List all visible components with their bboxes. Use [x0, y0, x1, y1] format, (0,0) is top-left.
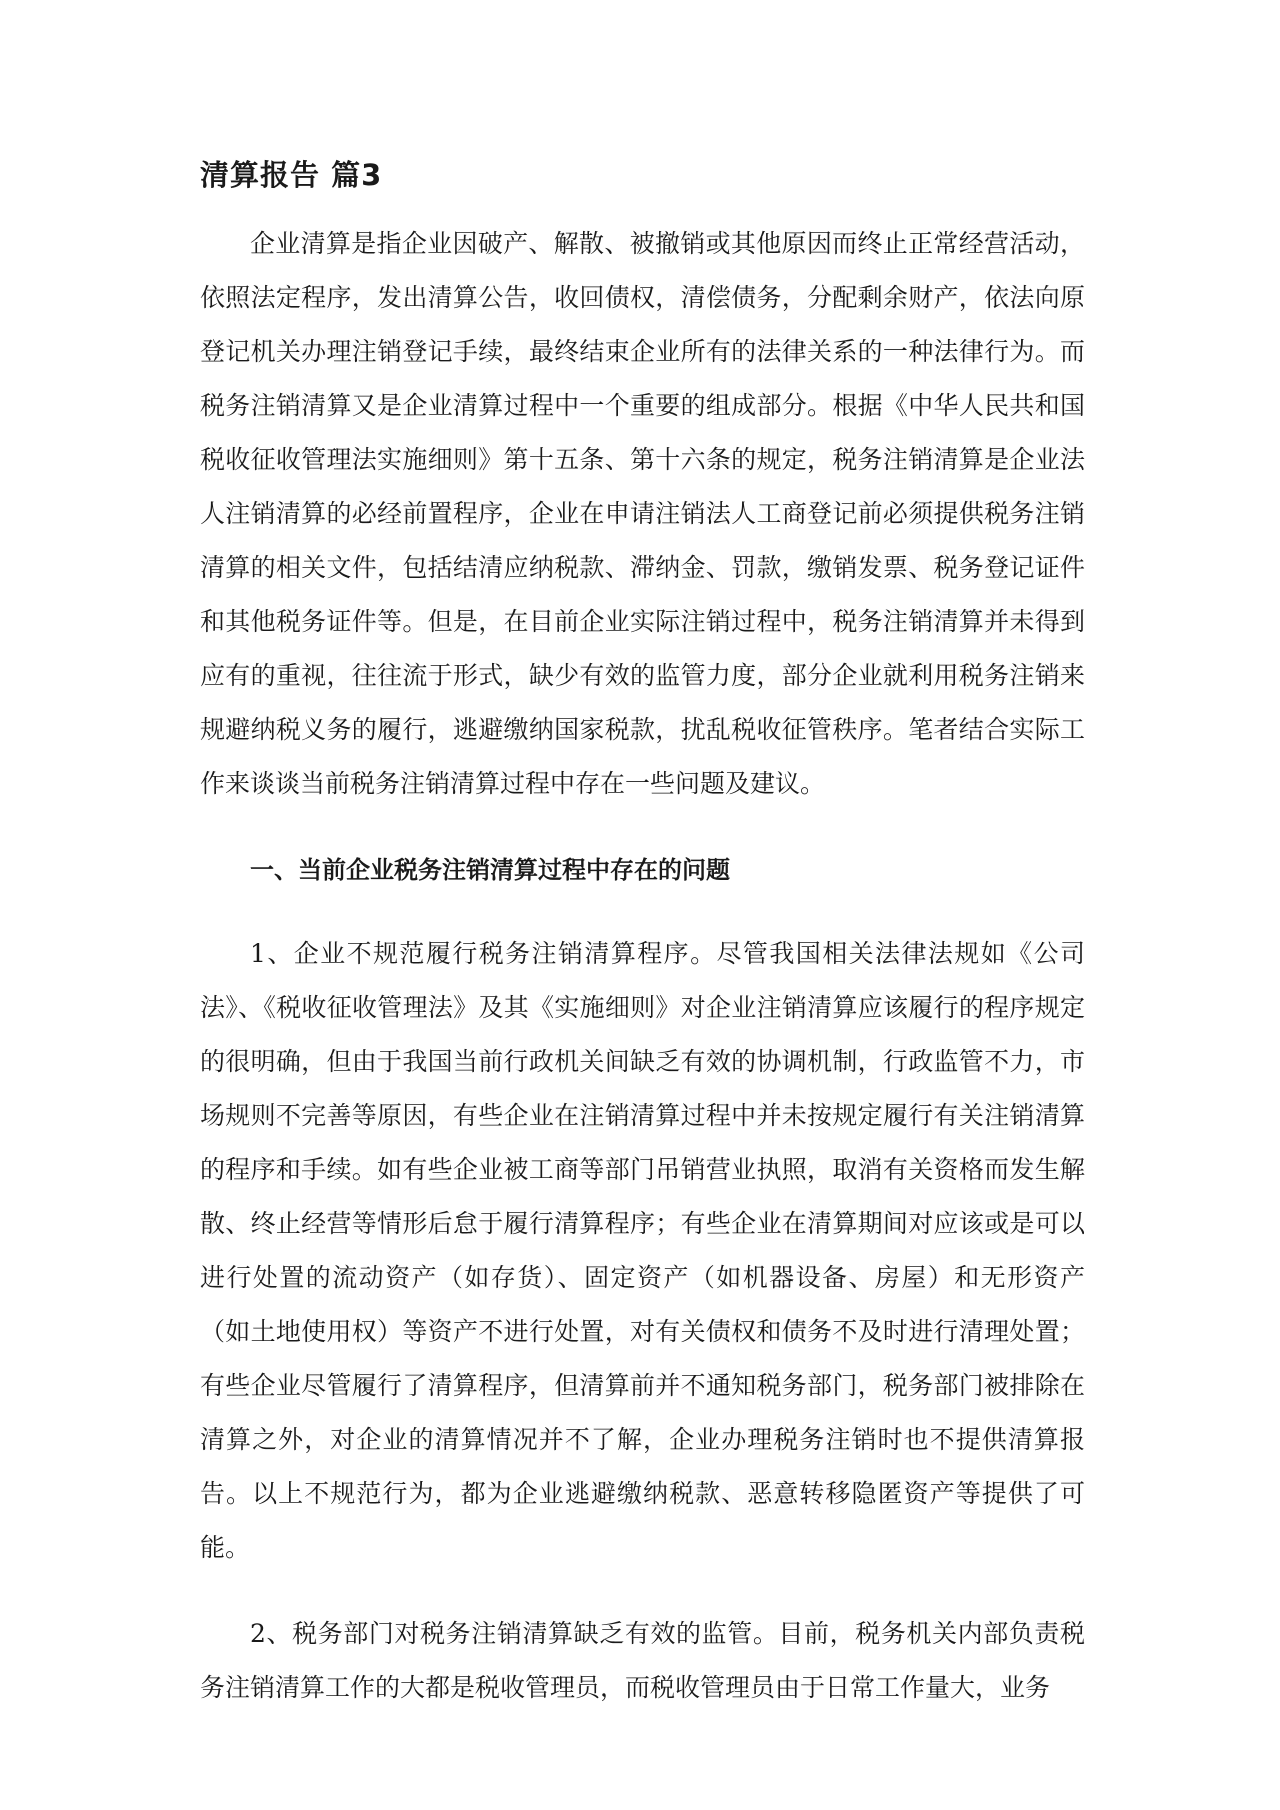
document-page: [200, 155, 1085, 1715]
section-heading: 一、当前企业税务注销清算过程中存在的问题: [250, 856, 730, 884]
intro-paragraph: 企业清算是指企业因破产、解散、被撤销或其他原因而终止正常经营活动，依照法定程序，发出清算公告，收回债权，清偿债务，分配剩余财产，依法向原登记机关办理注销登记手续，最终结束企业所有的法律关系的一种法律行为。而税务注销清算又是企业清算过程中一个重要的组成部分。根据《中华人民共和国税收征收管理法实施细则》第十五条、第十六条的规定，税务注销清算是企业法人注销清算的必经前置程序，企业在申请注销法人工商登记前必须提供税务注销清算的相关文件，包括结清应纳税款、滞纳金、罚款，缴销发票、税务登记证件和其他税务证件等。但是，在目前企业实际注销过程中，税务注销清算并未得到应有的重视，往往流于形式，缺少有效的监管力度，部分企业就利用税务注销来规避纳税义务的履行，逃避缴纳国家税款，扰乱税收征管秩序。笔者结合实际工作来谈谈当前税务注销清算过程中存在一些问题及建议。: [200, 229, 1085, 798]
paragraph-point-2: 2、税务部门对税务注销清算缺乏有效的监管。目前，税务机关内部负责税务注销清算工作的大都是税收管理员，而税收管理员由于日常工作量大，业务: [200, 1619, 1085, 1702]
document-title: 清算报告 篇3: [200, 158, 383, 192]
paragraph-point-1: 1、企业不规范履行税务注销清算程序。尽管我国相关法律法规如《公司法》、《税收征收管理法》及其《实施细则》对企业注销清算应该履行的程序规定的很明确，但由于我国当前行政机关间缺乏有效的协调机制，行政监管不力，市场规则不完善等原因，有些企业在注销清算过程中并未按规定履行有关注销清算的程序和手续。如有些企业被工商等部门吊销营业执照，取消有关资格而发生解散、终止经营等情形后怠于履行清算程序；有些企业在清算期间对应该或是可以进行处置的流动资产（如存货）、固定资产（如机器设备、房屋）和无形资产（如土地使用权）等资产不进行处置，对有关债权和债务不及时进行清理处置；有些企业尽管履行了清算程序，但清算前并不通知税务部门，税务部门被排除在清算之外，对企业的清算情况并不了解，企业办理税务注销时也不提供清算报告。以上不规范行为，都为企业逃避缴纳税款、恶意转移隐匿资产等提供了可能。: [200, 939, 1085, 1562]
